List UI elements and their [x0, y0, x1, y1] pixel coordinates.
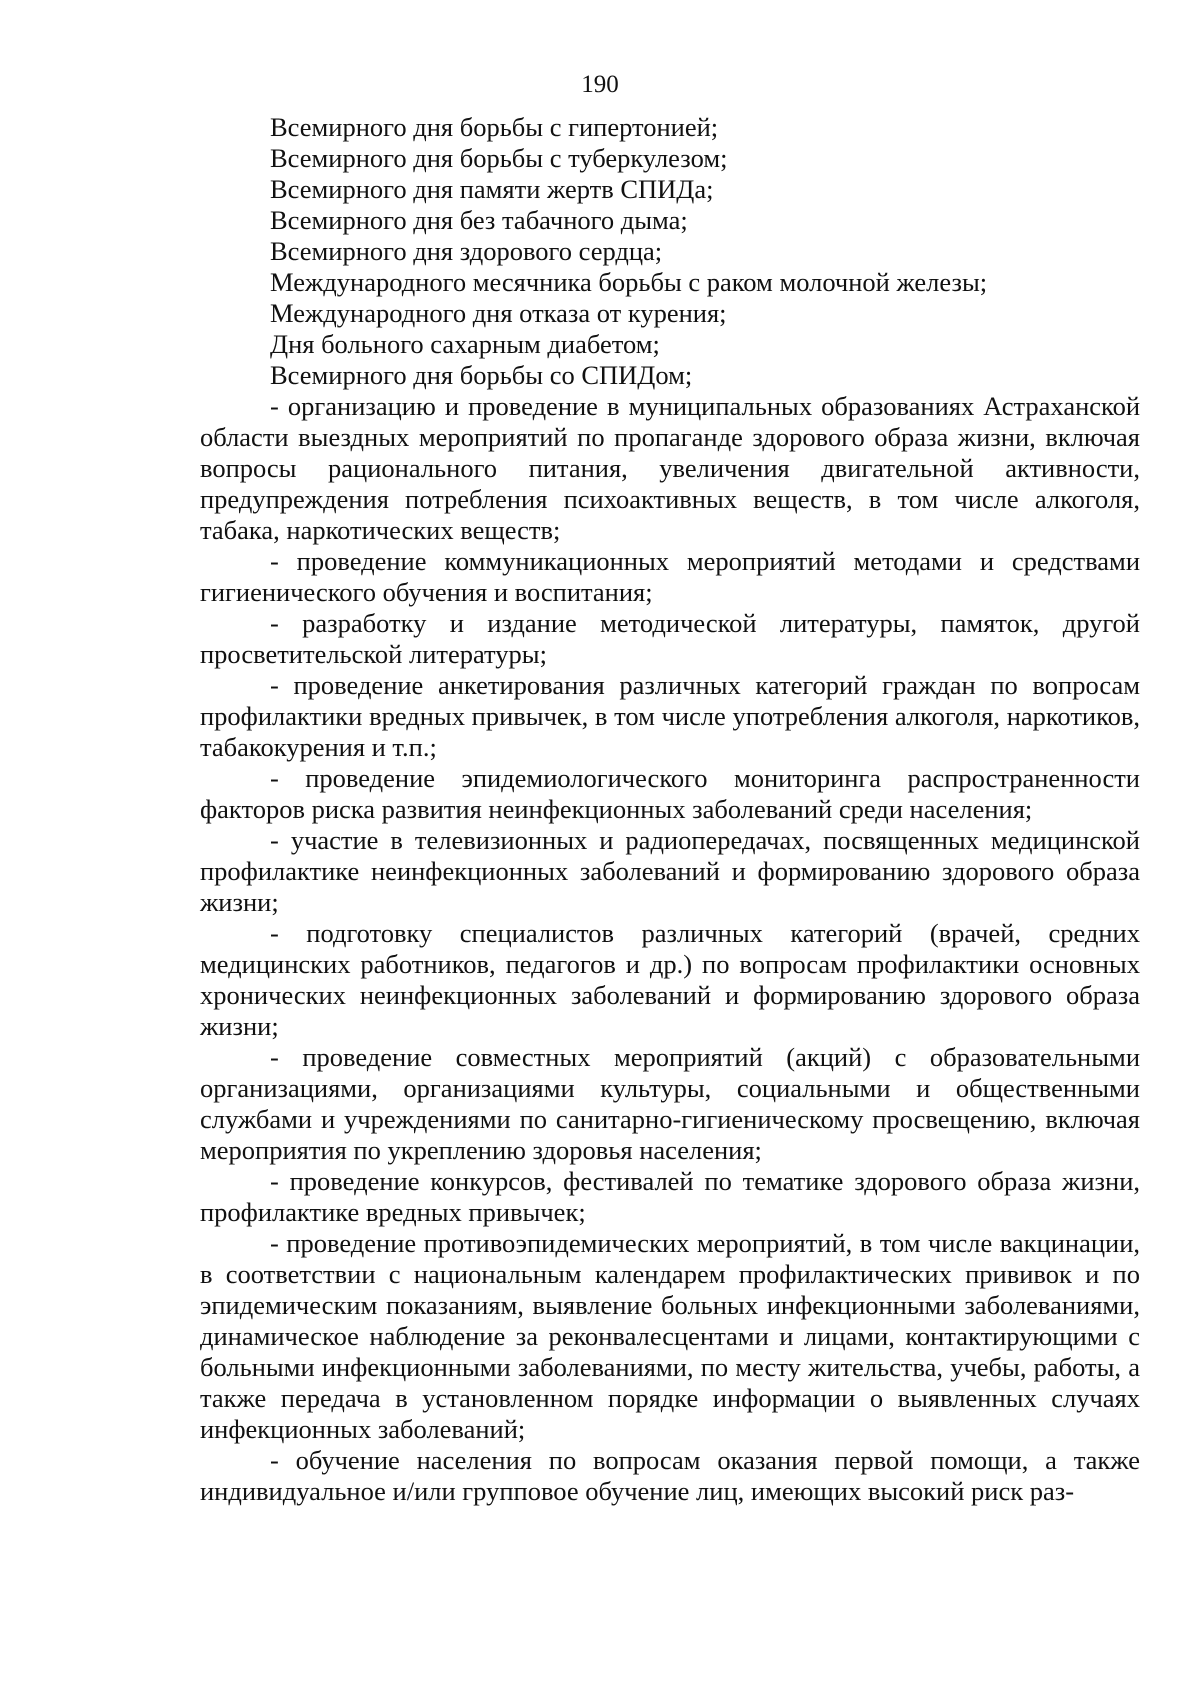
list-item: Всемирного дня борьбы с гипертонией;: [270, 112, 719, 142]
paragraph: - проведение эпидемиологического мониторинга распространенности факторов риска развития неинфекционных заболеваний среди населения;: [200, 763, 1140, 824]
list-item: Всемирного дня памяти жертв СПИДа;: [270, 174, 714, 204]
document-body: [200, 112, 1140, 1507]
paragraph: - обучение населения по вопросам оказания первой помощи, а также индивидуальное и/или групповое обучение лиц, имеющих высокий риск раз-: [200, 1445, 1140, 1506]
page-number: 190: [581, 71, 619, 98]
paragraph: - проведение анкетирования различных категорий граждан по вопросам профилактики вредных привычек, в том числе употребления алкоголя, наркотиков, табакокурения и т.п.;: [200, 670, 1140, 762]
list-item: Всемирного дня борьбы с туберкулезом;: [270, 143, 728, 173]
paragraph: - организацию и проведение в муниципальных образованиях Астраханской области выездных мероприятий по пропаганде здорового образа жизни, включая вопросы рационального питания, увеличения двигательной активности, предупреждения потребления психоактивных веществ, в том числе алкоголя, табака, наркотических веществ;: [200, 391, 1140, 545]
list-item: Всемирного дня здорового сердца;: [270, 236, 663, 266]
paragraph: - разработку и издание методической литературы, памяток, другой просветительской литературы;: [200, 608, 1140, 669]
list-item: Всемирного дня без табачного дыма;: [270, 205, 688, 235]
list-item: Международного месячника борьбы с раком молочной железы;: [270, 267, 988, 297]
list-item: Международного дня отказа от курения;: [270, 298, 727, 328]
paragraph: - проведение противоэпидемических мероприятий, в том числе вакцинации, в соответствии с национальным календарем профилактических прививок и по эпидемическим показаниям, выявление больных инфекционными заболеваниями, динамическое наблюдение за реконвалесцентами и лицами, контактирующими с больными инфекционными заболеваниями, по месту жительства, учебы, работы, а также передача в установленном порядке информации о выявленных случаях инфекционных заболеваний;: [200, 1228, 1140, 1444]
paragraph: - подготовку специалистов различных категорий (врачей, средних медицинских работников, педагогов и др.) по вопросам профилактики основных хронических неинфекционных заболеваний и формированию здорового образа жизни;: [200, 918, 1140, 1041]
paragraph: - участие в телевизионных и радиопередачах, посвященных медицинской профилактике неинфекционных заболеваний и формированию здорового образа жизни;: [200, 825, 1140, 917]
paragraph: - проведение конкурсов, фестивалей по тематике здорового образа жизни, профилактике вредных привычек;: [200, 1166, 1140, 1227]
observance-day-list: [200, 112, 1140, 391]
list-item: Всемирного дня борьбы со СПИДом;: [270, 360, 693, 390]
list-item: Дня больного сахарным диабетом;: [270, 329, 660, 359]
paragraph: - проведение совместных мероприятий (акций) с образовательными организациями, организациями культуры, социальными и общественными службами и учреждениями по санитарно-гигиеническому просвещению, включая мероприятия по укреплению здоровья населения;: [200, 1042, 1140, 1165]
paragraph: - проведение коммуникационных мероприятий методами и средствами гигиенического обучения и воспитания;: [200, 546, 1140, 607]
